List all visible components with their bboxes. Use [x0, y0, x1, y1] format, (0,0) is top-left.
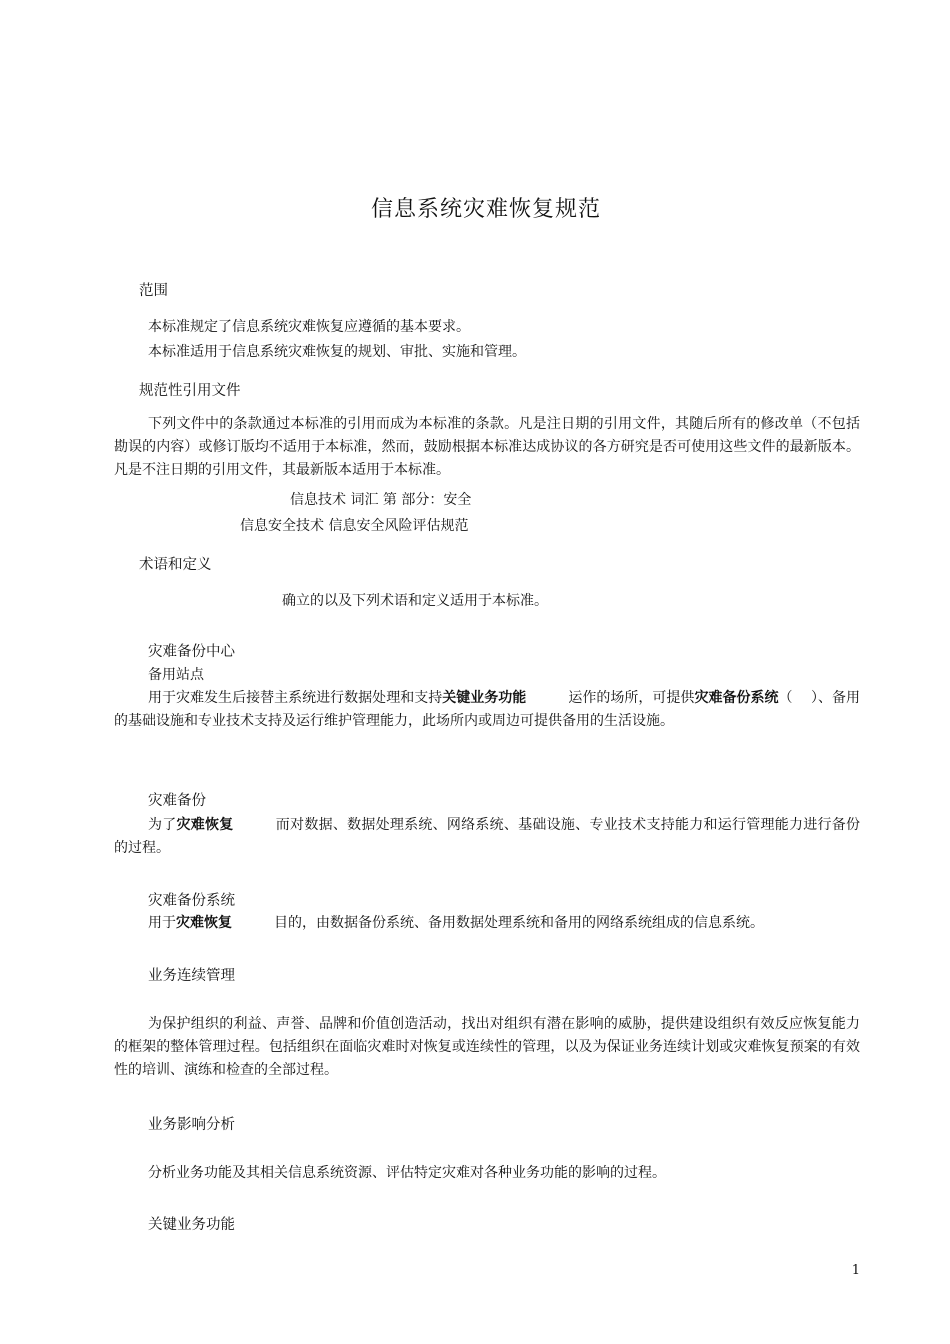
term-reference-key-business-function: 关键业务功能 — [442, 690, 527, 706]
term-reference-backup-system: 灾难备份系统 — [694, 690, 779, 706]
normative-references-paragraph: 下列文件中的条款通过本标准的引用而成为本标准的条款。凡是注日期的引用文件，其随后所有的修改单（不包括勘误的内容）或修订版均不适用于本标准，然而，鼓励根据本标准达成协议的各方研究是否可使用这些文件的最新版本。凡是不注日期的引用文件，其最新版本适用于本标准。 — [114, 416, 860, 478]
term-heading-business-continuity: 业务连续管理 — [148, 968, 235, 984]
term-reference-disaster-recovery-2: 灾难恢复 — [176, 915, 232, 931]
section-heading-normative-references: 规范性引用文件 — [139, 383, 241, 399]
term-definition-business-continuity: 为保护组织的利益、声誉、品牌和价值创造活动，找出对组织有潜在影响的威胁，提供建设组织有效反应恢复能力的框架的整体管理过程。包括组织在面临灾难时对恢复或连续性的管理，以及为保证业务连续计划或灾难恢复预案的有效性的培训、演练和检查的全部过程。 — [114, 1016, 860, 1078]
term-heading-backup-center: 灾难备份中心 — [148, 644, 235, 660]
page-title: 信息系统灾难恢复规范 — [370, 197, 601, 222]
reference-item-2: 信息安全技术 信息安全风险评估规范 — [240, 518, 469, 534]
term-definition-disaster-backup: 为了灾难恢复 而对数据、数据处理系统、网络系统、基础设施、专业技术支持能力和运行管理能力进行备份的过程。 — [114, 817, 861, 856]
term-reference-disaster-recovery: 灾难恢复 — [176, 817, 234, 833]
term-alias-backup-site: 备用站点 — [148, 667, 204, 683]
term-heading-business-impact-analysis: 业务影响分析 — [148, 1117, 235, 1133]
term-definition-backup-system: 用于灾难恢复 目的，由数据备份系统、备用数据处理系统和备用的网络系统组成的信息系统。 — [148, 915, 764, 931]
term-definition-business-impact-analysis: 分析业务功能及其相关信息系统资源、评估特定灾难对各种业务功能的影响的过程。 — [148, 1165, 666, 1181]
term-definition-backup-center: 用于灾难发生后接替主系统进行数据处理和支持关键业务功能 运作的场所，可提供灾难备份系统（ ）、备用的基础设施和专业技术支持及运行维护管理能力，此场所内或周边可提供备用的生活设施。 — [114, 690, 861, 729]
terms-intro: 确立的以及下列术语和定义适用于本标准。 — [282, 593, 548, 609]
term-heading-backup-system: 灾难备份系统 — [148, 893, 235, 909]
term-heading-key-business-function: 关键业务功能 — [148, 1217, 235, 1233]
scope-line-2: 本标准适用于信息系统灾难恢复的规划、审批、实施和管理。 — [148, 344, 526, 360]
section-heading-scope: 范围 — [139, 283, 168, 299]
page-number: 1 — [851, 1263, 860, 1278]
section-heading-terms: 术语和定义 — [139, 557, 212, 573]
scope-line-1: 本标准规定了信息系统灾难恢复应遵循的基本要求。 — [148, 319, 470, 335]
term-heading-disaster-backup: 灾难备份 — [148, 793, 206, 809]
reference-item-1: 信息技术 词汇 第 部分：安全 — [290, 492, 472, 508]
